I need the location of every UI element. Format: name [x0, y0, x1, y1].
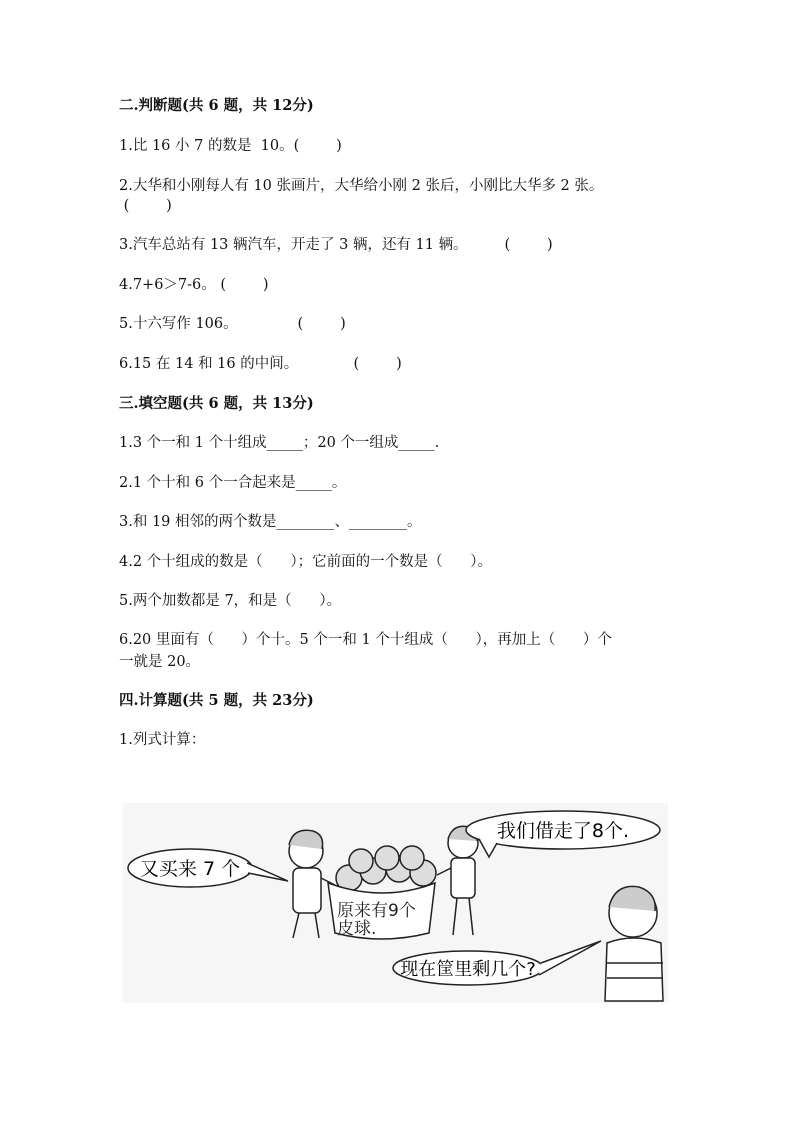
left-bubble-text: 又买来 7 个: [139, 858, 241, 880]
question-text: 5.十六写作 106。 ( ): [119, 316, 346, 332]
question-text: 6.15 在 14 和 16 的中间。 ( ): [119, 356, 402, 372]
section-heading-judgment: 二.判断题(共 6 题，共 12分): [119, 97, 314, 114]
boy-right-figure: [605, 886, 663, 1001]
basket-text-line2: 皮球.: [337, 919, 377, 939]
section-heading-fill-blank: 三.填空题(共 6 题，共 13分): [119, 395, 314, 412]
word-problem-illustration: [123, 803, 668, 1003]
top-right-bubble-text: 我们借走了8个.: [496, 820, 630, 842]
question-text: 1.比 16 小 7 的数是 10。( ): [119, 138, 342, 154]
question-text: 1.列式计算：: [119, 732, 206, 748]
question-text: 3.汽车总站有 13 辆汽车，开走了 3 辆，还有 11 辆。 ( ): [119, 237, 553, 253]
question-text: 1.3 个一和 1 个十组成_____；20 个一组成_____.: [119, 435, 440, 451]
question-text: 3.和 19 相邻的两个数是________、________。: [119, 514, 422, 530]
basket-text-line1: 原来有9个: [337, 901, 416, 921]
question-text: 4.2 个十组成的数是（ ）；它前面的一个数是（ ）。: [119, 554, 492, 570]
question-text: 6.20 里面有（ ）个十。5 个一和 1 个十组成（ ），再加上（ ）个: [119, 632, 612, 648]
question-text-continued: 一就是 20。: [119, 654, 201, 670]
question-text: 2.1 个十和 6 个一合起来是_____。: [119, 475, 347, 491]
bottom-bubble-text: 现在筐里剩几个?: [400, 959, 536, 980]
section-heading-calculation: 四.计算题(共 5 题，共 23分): [119, 692, 314, 709]
question-text: 2.大华和小刚每人有 10 张画片，大华给小刚 2 张后，小刚比大华多 2 张。: [119, 178, 604, 194]
question-text: 4.7+6＞7-6。 ( ): [119, 277, 269, 293]
question-answer-parens: ( ): [119, 198, 172, 214]
question-text: 5.两个加数都是 7，和是（ ）。: [119, 593, 342, 609]
